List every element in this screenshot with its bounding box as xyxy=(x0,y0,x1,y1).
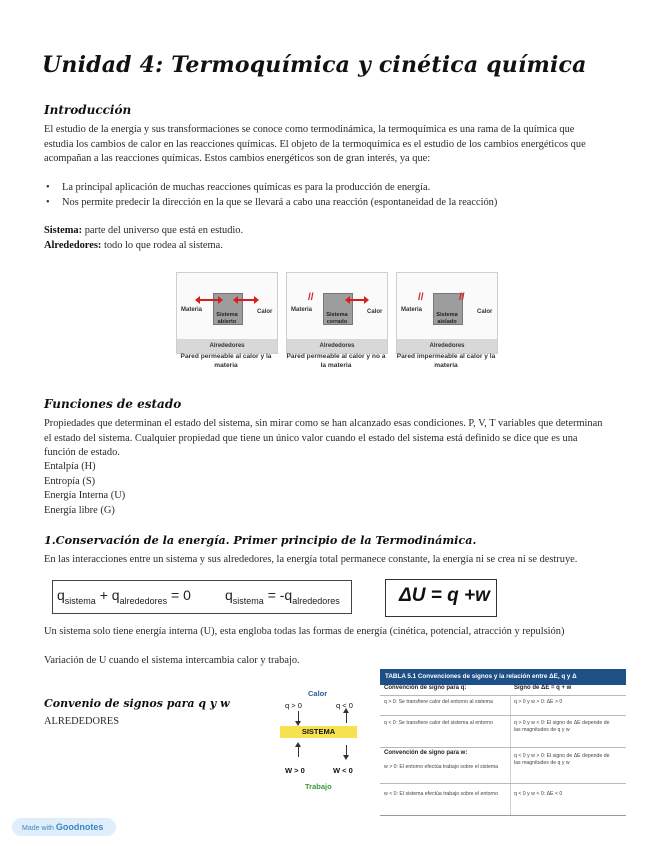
intro-paragraph: El estudio de la energía y sus transformaciones se conoce como termodinámica, la termoquímica es una rama de la química que estudia los cambios de calor en las reacciones químicas. El objeto de la termoquímica es el estudio de los cambios energéticos que acompañan a las reacciones químicas. Estos cambios energéticos son de gran interés, ya que: xyxy=(44,124,586,165)
table-cell: w < 0: El sistema efectúa trabajo sobre el entorno xyxy=(384,791,499,797)
arrow-down-icon xyxy=(346,745,347,757)
system-label: Sistema cerrado xyxy=(326,312,348,325)
heat-balance-box xyxy=(52,580,352,614)
funciones-paragraph: Propiedades que determinan el estado del sistema, sin mirar como se han alcanzado esas condiciones. P, V, T variables que determinan el estado del sistema. Cualquier propiedad que tiene un único valor cuando el estado del sistema está definido se dice que es una función de estado. xyxy=(44,418,603,459)
divider xyxy=(380,695,626,696)
table-cell: q < 0 y w > 0: El signo de ΔE depende de las magnitudes de q y w xyxy=(514,753,610,766)
table-subheading: Convención de signo para w: xyxy=(384,750,468,756)
internal-energy-paragraph: Un sistema solo tiene energía interna (U), esta engloba todas las formas de energía (cinética, potencial, atracción y repulsión) xyxy=(44,626,565,637)
conservacion-heading: 1.Conservación de la energía. Primer principio de la Termodinámica. xyxy=(44,533,477,547)
system-label: Sistema abierto xyxy=(216,312,238,325)
blocked-heat-icon: // xyxy=(459,292,465,303)
calor-label: Calor xyxy=(257,309,273,315)
calor-label: Calor xyxy=(367,309,383,315)
table-cell: q > 0: Se transfiere calor del entorno al sistema xyxy=(384,699,493,705)
heat-arrow-icon xyxy=(349,299,365,301)
open-system-diagram xyxy=(176,272,278,354)
q-positive-label: q > 0 xyxy=(285,701,302,710)
state-functions-list xyxy=(44,460,344,518)
closed-system-diagram xyxy=(286,272,388,354)
system-label: Sistema aislado xyxy=(436,312,458,325)
table-col-header: Convención de signo para q: xyxy=(384,685,467,691)
intro-bullets xyxy=(44,181,604,210)
surroundings-label: Alrededores xyxy=(397,339,497,353)
diagram-caption: Pared permeable al calor y la materia xyxy=(180,353,272,369)
arrow-up-icon xyxy=(346,711,347,723)
materia-label: Materia xyxy=(291,307,313,313)
list-item: Entalpía (H) xyxy=(44,461,96,472)
materia-label: Materia xyxy=(401,307,423,313)
conservacion-paragraph: En las interacciones entre un sistema y sus alrededores, la energía total permanece constante, la energía ni se crea ni se destruye. xyxy=(44,554,578,565)
table-cell: q > 0 y w > 0: ΔE > 0 xyxy=(514,699,563,705)
first-law-equation: ΔU = q +w xyxy=(399,585,490,606)
badge-brand: Goodnotes xyxy=(55,822,104,832)
materia-label: Materia xyxy=(181,307,203,313)
diagram-caption: Pared permeable al calor y no a la materia xyxy=(286,353,386,369)
heat-arrow-icon xyxy=(237,299,255,301)
equals-zero: = 0 xyxy=(167,587,191,603)
arrow-up-icon xyxy=(298,745,299,757)
badge-prefix: Made with xyxy=(22,825,56,832)
definitions xyxy=(44,224,604,253)
arrow-down-icon xyxy=(298,711,299,723)
divider xyxy=(380,747,626,748)
page-title: Unidad 4: Termoquímica y cinética química xyxy=(42,52,587,78)
blocked-matter-icon: // xyxy=(308,292,314,303)
sistema-term: Sistema: xyxy=(44,225,83,236)
alrededores-term: Alrededores: xyxy=(44,239,102,251)
matter-arrow-icon xyxy=(199,299,219,301)
table-cell: q < 0: Se transfiere calor del sistema al entorno xyxy=(384,720,493,726)
sub-sistema: sistema xyxy=(64,595,96,606)
list-item: Energía libre (G) xyxy=(44,504,115,516)
w-negative-label: W < 0 xyxy=(333,766,353,775)
alrededores-label: ALREDEDORES xyxy=(44,716,120,727)
alrededores-def: todo lo que rodea al sistema. xyxy=(101,239,223,251)
list-item: Entropía (S) xyxy=(44,475,96,487)
divider xyxy=(380,715,626,716)
w-positive-label: W > 0 xyxy=(285,766,305,775)
convenio-heading: Convenio de signos para q y w xyxy=(44,697,230,710)
sistema-def: parte del universo que está en estudio. xyxy=(82,225,244,236)
heat-balance-eq: $q_{sistema} + q_{alrededores} = 0$ xyxy=(57,587,191,606)
diagram-caption: Pared impermeable al calor y la materia xyxy=(396,353,496,369)
surroundings-label: Alrededores xyxy=(287,339,387,353)
surroundings-label: Alrededores xyxy=(177,339,277,353)
table-col-header: Signo de ΔE = q + w xyxy=(514,685,572,691)
made-with-badge[interactable] xyxy=(12,818,116,836)
calor-label: Calor xyxy=(477,309,493,315)
list-item: • Nos permite predecir la dirección en la que se llevará a cabo una reacción (espontaneidad de la reacción) xyxy=(44,196,604,211)
table-cell: q > 0 y w < 0: El signo de ΔE depende de las magnitudes de q y w xyxy=(514,720,610,733)
divider xyxy=(380,783,626,784)
sistema-band: SISTEMA xyxy=(280,726,357,738)
table-title: TABLA 5.1 Convenciones de signos y la relación entre ΔE, q y Δ xyxy=(380,669,626,685)
q-negative-label: q < 0 xyxy=(336,701,353,710)
funciones-heading: Funciones de estado xyxy=(44,397,182,411)
heat-negation-eq: $q_{sistema} = -q_{alrededores}$ xyxy=(225,587,340,606)
calor-label: Calor xyxy=(308,689,328,698)
list-item: Energía Interna (U) xyxy=(44,490,126,502)
plus-sign: + xyxy=(95,587,112,603)
intro-heading: Introducción xyxy=(44,103,132,117)
equals-neg-q: = -q xyxy=(263,587,293,603)
list-item: • La principal aplicación de muchas reacciones químicas es para la producción de energía. xyxy=(44,181,604,196)
q-symbol: q xyxy=(57,587,65,603)
blocked-matter-icon: // xyxy=(418,292,424,303)
divider xyxy=(510,695,511,815)
sign-convention-table xyxy=(380,669,626,816)
trabajo-label: Trabajo xyxy=(305,782,332,791)
table-cell: w > 0: El entorno efectúa trabajo sobre el sistema xyxy=(384,764,499,770)
table-cell: q < 0 y w < 0: ΔE < 0 xyxy=(514,791,563,797)
variation-u-paragraph: Variación de U cuando el sistema intercambia calor y trabajo. xyxy=(44,655,300,666)
sub-alrededores: alrededores xyxy=(119,595,168,606)
isolated-system-diagram xyxy=(396,272,498,354)
